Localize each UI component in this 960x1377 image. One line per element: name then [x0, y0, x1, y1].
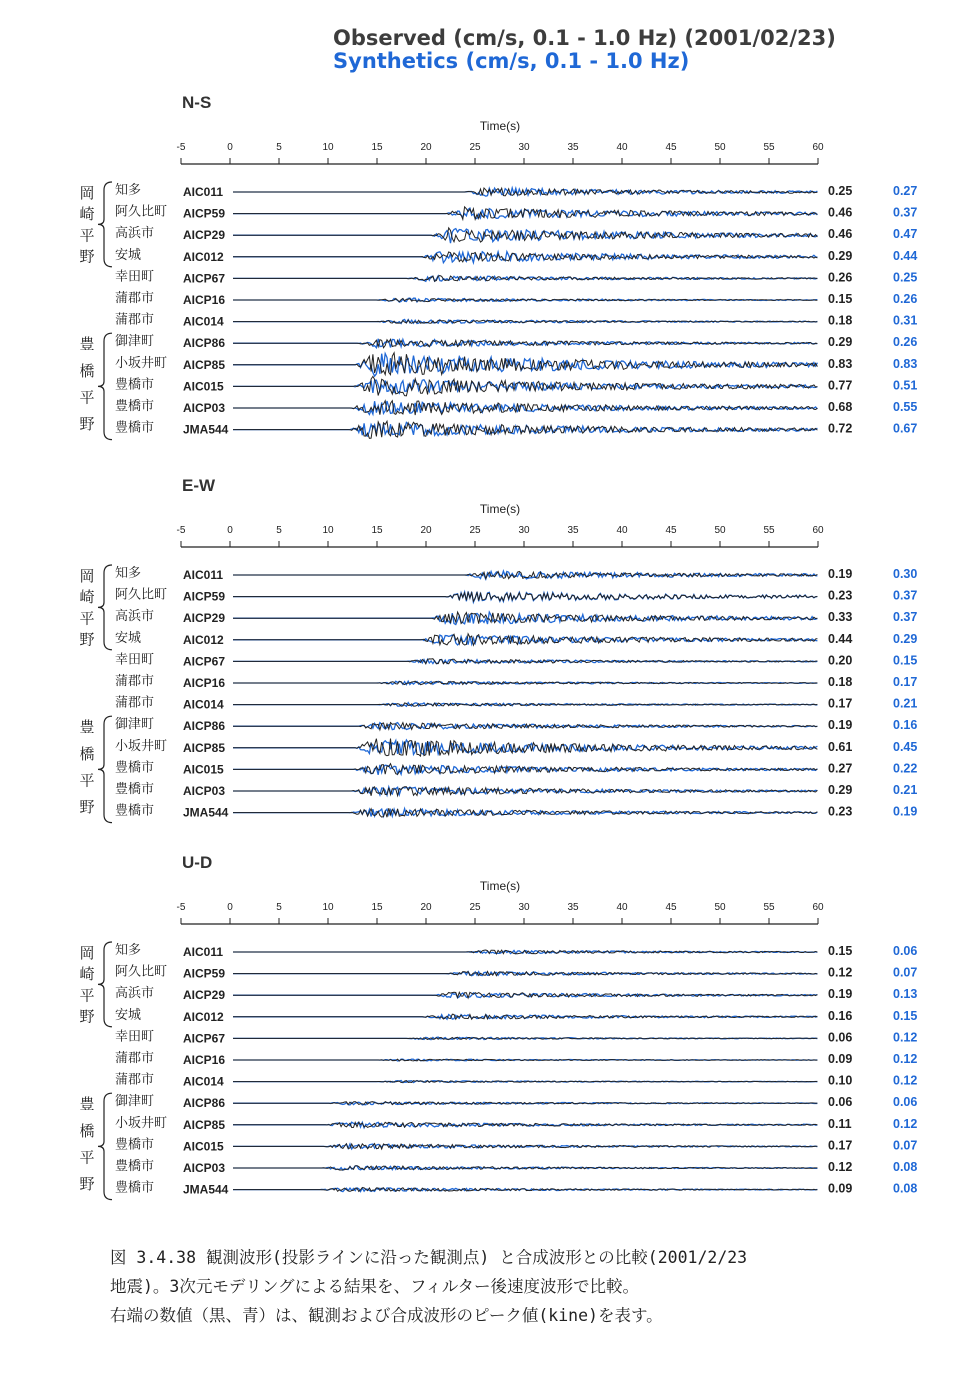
- peak-observed: 0.46: [828, 205, 853, 220]
- station-place: 安城: [115, 630, 142, 646]
- peak-synthetic: 0.08: [893, 1160, 918, 1174]
- peak-observed: 0.20: [828, 653, 853, 668]
- peak-synthetic: 0.51: [893, 378, 918, 393]
- station-code: AICP16: [183, 676, 226, 690]
- peak-observed: 0.61: [828, 739, 853, 754]
- peak-observed: 0.33: [828, 610, 853, 625]
- station-code: AIC014: [183, 697, 224, 712]
- peak-synthetic: 0.37: [893, 205, 918, 220]
- station-place: 豊橋市: [115, 1159, 155, 1174]
- station-place: 豊橋市: [115, 377, 155, 393]
- tick-label: 45: [665, 902, 677, 913]
- toyohashi-label-char: 豊: [79, 1095, 95, 1114]
- tick-label: 55: [763, 902, 775, 913]
- tick-label: 15: [371, 525, 383, 536]
- peak-synthetic: 0.44: [893, 248, 918, 263]
- okazaki-label-char: 岡: [79, 184, 95, 202]
- station-code: JMA544: [183, 1182, 229, 1197]
- station-code: AIC015: [183, 762, 224, 777]
- peak-observed: 0.06: [828, 1030, 853, 1045]
- observed-title: Observed (cm/s, 0.1 - 1.0 Hz) (2001/02/23): [333, 26, 836, 50]
- station-code: AICP29: [183, 988, 226, 1003]
- peak-synthetic: 0.67: [893, 421, 918, 436]
- tick-label: 35: [567, 902, 579, 913]
- station-code: JMA544: [183, 805, 229, 820]
- tick-label: 20: [420, 525, 432, 536]
- panel-title-0: N-S: [182, 93, 212, 112]
- station-code: AICP67: [183, 654, 226, 669]
- station-place: 蒲郡市: [115, 291, 155, 306]
- tick-label: 25: [469, 902, 481, 913]
- synthetics-title: Synthetics (cm/s, 0.1 - 1.0 Hz): [333, 49, 690, 73]
- toyohashi-label-char: 橋: [79, 361, 95, 380]
- station-code: AICP03: [183, 1161, 226, 1175]
- axis-label-time-1: Time(s): [479, 502, 521, 516]
- peak-observed: 0.17: [828, 696, 853, 711]
- tick-label: 15: [371, 902, 383, 913]
- peak-synthetic: 0.17: [893, 675, 918, 689]
- station-place: 高浜市: [115, 986, 155, 1002]
- figure-caption: [110, 1243, 890, 1330]
- peak-synthetic: 0.13: [893, 987, 918, 1002]
- peak-synthetic: 0.07: [893, 965, 918, 980]
- toyohashi-label-char: 豊: [79, 718, 95, 737]
- observed-waveform: [233, 593, 817, 602]
- peak-synthetic: 0.15: [893, 653, 918, 668]
- station-code: AICP16: [183, 1053, 226, 1067]
- peak-observed: 0.19: [828, 987, 853, 1002]
- peak-synthetic: 0.15: [893, 1008, 918, 1023]
- tick-label: 5: [276, 142, 282, 153]
- okazaki-label-char: 野: [79, 630, 95, 649]
- station-code: AICP67: [183, 271, 226, 286]
- station-code: AICP59: [183, 966, 226, 981]
- panel-title-2: U-D: [182, 853, 213, 872]
- tick-label: -5: [176, 902, 186, 913]
- station-code: AIC012: [183, 632, 224, 647]
- observed-waveform: [233, 252, 817, 262]
- okazaki-bracket: [98, 182, 112, 267]
- peak-synthetic: 0.29: [893, 631, 918, 646]
- observed-waveform: [233, 276, 817, 282]
- station-place: 御津町: [115, 717, 155, 733]
- peak-synthetic: 0.21: [893, 696, 918, 711]
- station-code: AICP85: [183, 1117, 226, 1132]
- toyohashi-bracket: [98, 333, 112, 439]
- tick-label: 25: [469, 142, 481, 153]
- station-code: AIC014: [183, 314, 224, 329]
- tick-label: 45: [665, 142, 677, 153]
- toyohashi-label-char: 平: [79, 771, 95, 790]
- station-code: AICP85: [183, 357, 226, 372]
- peak-observed: 0.68: [828, 400, 853, 414]
- peak-synthetic: 0.12: [893, 1073, 918, 1088]
- station-code: AICP86: [183, 336, 226, 351]
- station-place: 蒲郡市: [115, 1072, 155, 1088]
- station-place: 豊橋市: [115, 803, 155, 819]
- observed-waveform: [233, 339, 817, 347]
- tick-label: 40: [616, 142, 628, 153]
- observed-waveform: [233, 764, 817, 775]
- station-place: 蒲郡市: [115, 695, 155, 711]
- station-place: 幸田町: [115, 269, 155, 285]
- station-place: 蒲郡市: [115, 674, 155, 689]
- station-code: AICP86: [183, 719, 226, 734]
- observed-waveform: [233, 950, 817, 954]
- peak-observed: 0.27: [828, 761, 853, 776]
- tick-label: 0: [227, 525, 233, 536]
- toyohashi-label-char: 平: [79, 388, 95, 407]
- observed-waveform: [233, 571, 817, 578]
- station-code: AICP59: [183, 206, 226, 221]
- station-place: 阿久比町: [115, 964, 168, 980]
- station-code: AIC015: [183, 379, 224, 394]
- caption-line-2: 地震)。3次元モデリングによる結果を、フィルター後速度波形で比較。: [110, 1277, 640, 1296]
- peak-synthetic: 0.37: [893, 610, 918, 625]
- tick-label: 50: [714, 902, 726, 913]
- station-code: AIC011: [183, 945, 224, 959]
- tick-label: 60: [812, 525, 824, 536]
- station-code: AICP67: [183, 1031, 226, 1046]
- tick-label: 15: [371, 142, 383, 153]
- toyohashi-label-char: 野: [79, 798, 95, 816]
- station-place: 知多: [115, 943, 142, 958]
- peak-observed: 0.10: [828, 1073, 853, 1088]
- peak-observed: 0.18: [828, 675, 853, 689]
- tick-label: 55: [763, 142, 775, 153]
- toyohashi-label-char: 豊: [79, 335, 95, 354]
- tick-label: 5: [276, 525, 282, 536]
- station-code: AIC014: [183, 1074, 224, 1089]
- peak-observed: 0.15: [828, 944, 853, 958]
- okazaki-label-char: 崎: [79, 205, 95, 224]
- station-code: AICP29: [183, 228, 226, 243]
- axis-label-time-0: Time(s): [479, 119, 521, 133]
- okazaki-label-char: 平: [79, 609, 95, 628]
- peak-observed: 0.18: [828, 313, 853, 328]
- station-place: 蒲郡市: [115, 1051, 155, 1066]
- station-code: AICP59: [183, 589, 226, 604]
- station-place: 高浜市: [115, 609, 155, 625]
- station-place: 小坂井町: [115, 1115, 168, 1131]
- peak-synthetic: 0.22: [893, 761, 918, 776]
- tick-label: 40: [616, 525, 628, 536]
- station-code: AIC015: [183, 1139, 224, 1154]
- observed-waveform: [233, 739, 817, 757]
- tick-label: 35: [567, 142, 579, 153]
- peak-observed: 0.12: [828, 965, 853, 980]
- okazaki-label-char: 崎: [79, 588, 95, 607]
- peak-synthetic: 0.47: [893, 227, 918, 242]
- tick-label: 5: [276, 902, 282, 913]
- station-place: 阿久比町: [115, 587, 168, 603]
- tick-label: 30: [518, 525, 530, 536]
- peak-observed: 0.83: [828, 356, 853, 371]
- peak-synthetic: 0.25: [893, 270, 918, 285]
- peak-synthetic: 0.37: [893, 588, 918, 603]
- peak-observed: 0.29: [828, 783, 853, 797]
- station-place: 豊橋市: [115, 1137, 155, 1153]
- peak-synthetic: 0.07: [893, 1138, 918, 1153]
- peak-observed: 0.12: [828, 1160, 853, 1174]
- station-place: 幸田町: [115, 652, 155, 668]
- station-place: 幸田町: [115, 1029, 155, 1045]
- tick-label: 40: [616, 902, 628, 913]
- station-place: 小坂井町: [115, 355, 168, 371]
- tick-label: 10: [322, 902, 334, 913]
- station-place: 高浜市: [115, 226, 155, 242]
- station-place: 蒲郡市: [115, 312, 155, 328]
- peak-synthetic: 0.26: [893, 335, 918, 350]
- station-code: AICP03: [183, 401, 226, 415]
- observed-waveform: [233, 723, 817, 730]
- peak-observed: 0.77: [828, 378, 853, 393]
- station-place: 豊橋市: [115, 760, 155, 776]
- observed-waveform: [233, 1144, 817, 1149]
- caption-line-1: 図 3.4.38 観測波形(投影ラインに沿った観測点) と合成波形との比較(2001/2/23: [110, 1248, 748, 1267]
- toyohashi-label-char: 橋: [79, 1121, 95, 1140]
- peak-observed: 0.17: [828, 1138, 853, 1153]
- observed-waveform: [233, 320, 817, 323]
- station-place: 阿久比町: [115, 204, 168, 220]
- observed-waveform: [233, 1014, 817, 1019]
- station-place: 小坂井町: [115, 738, 168, 754]
- okazaki-label-char: 野: [79, 247, 95, 266]
- tick-label: 35: [567, 525, 579, 536]
- station-code: AIC011: [183, 568, 224, 582]
- axis-label-time-2: Time(s): [479, 879, 521, 893]
- okazaki-bracket: [98, 942, 112, 1027]
- tick-label: 50: [714, 525, 726, 536]
- toyohashi-label-char: 野: [79, 415, 95, 433]
- caption-line-3: 右端の数値（黒、青）は、観測および合成波形のピーク値(kine)を表す。: [110, 1306, 663, 1325]
- peak-synthetic: 0.55: [893, 400, 918, 414]
- station-code: AICP85: [183, 740, 226, 755]
- tick-label: 50: [714, 142, 726, 153]
- peak-observed: 0.11: [828, 1116, 852, 1131]
- station-place: 御津町: [115, 1094, 155, 1110]
- peak-synthetic: 0.83: [893, 356, 918, 371]
- tick-label: 0: [227, 902, 233, 913]
- peak-synthetic: 0.08: [893, 1181, 918, 1196]
- okazaki-label-char: 平: [79, 986, 95, 1005]
- observed-waveform: [233, 353, 817, 375]
- peak-observed: 0.23: [828, 588, 853, 603]
- peak-observed: 0.09: [828, 1181, 853, 1196]
- station-place: 豊橋市: [115, 399, 155, 414]
- peak-observed: 0.44: [828, 631, 853, 646]
- station-place: 知多: [115, 183, 142, 198]
- peak-observed: 0.06: [828, 1095, 853, 1110]
- station-place: 豊橋市: [115, 782, 155, 797]
- peak-synthetic: 0.12: [893, 1116, 918, 1131]
- peak-synthetic: 0.06: [893, 1095, 918, 1110]
- peak-observed: 0.25: [828, 184, 853, 198]
- station-place: 安城: [115, 1007, 142, 1023]
- peak-observed: 0.29: [828, 248, 853, 263]
- okazaki-label-char: 岡: [79, 944, 95, 962]
- tick-label: 20: [420, 142, 432, 153]
- station-place: 豊橋市: [115, 1180, 155, 1196]
- tick-label: 45: [665, 525, 677, 536]
- peak-observed: 0.23: [828, 804, 853, 819]
- peak-synthetic: 0.21: [893, 783, 918, 797]
- toyohashi-label-char: 橋: [79, 744, 95, 763]
- peak-synthetic: 0.12: [893, 1052, 918, 1066]
- station-code: JMA544: [183, 422, 229, 437]
- observed-waveform: [233, 634, 817, 645]
- okazaki-bracket: [98, 565, 112, 650]
- station-code: AIC011: [183, 185, 224, 199]
- toyohashi-bracket: [98, 1093, 112, 1199]
- peak-synthetic: 0.16: [893, 718, 918, 733]
- station-place: 知多: [115, 566, 142, 581]
- tick-label: 10: [322, 142, 334, 153]
- tick-label: 10: [322, 525, 334, 536]
- okazaki-label-char: 岡: [79, 567, 95, 585]
- peak-synthetic: 0.27: [893, 184, 918, 198]
- tick-label: -5: [176, 525, 186, 536]
- peak-synthetic: 0.12: [893, 1030, 918, 1045]
- tick-label: -5: [176, 142, 186, 153]
- peak-synthetic: 0.26: [893, 292, 918, 306]
- station-code: AICP86: [183, 1096, 226, 1111]
- observed-waveform: [233, 207, 817, 219]
- toyohashi-label-char: 平: [79, 1148, 95, 1167]
- station-place: 安城: [115, 247, 142, 263]
- peak-observed: 0.19: [828, 567, 853, 581]
- toyohashi-bracket: [98, 716, 112, 822]
- tick-label: 55: [763, 525, 775, 536]
- peak-synthetic: 0.45: [893, 739, 918, 754]
- observed-waveform: [233, 1188, 817, 1192]
- station-code: AICP29: [183, 611, 226, 626]
- station-code: AIC012: [183, 1009, 224, 1024]
- okazaki-label-char: 崎: [79, 965, 95, 984]
- tick-label: 60: [812, 142, 824, 153]
- station-code: AICP16: [183, 293, 226, 307]
- station-code: AICP03: [183, 784, 226, 798]
- peak-observed: 0.72: [828, 421, 853, 436]
- peak-observed: 0.16: [828, 1008, 853, 1023]
- okazaki-label-char: 平: [79, 226, 95, 245]
- observed-waveform: [233, 1122, 817, 1127]
- station-place: 豊橋市: [115, 420, 155, 436]
- peak-synthetic: 0.06: [893, 944, 918, 958]
- peak-synthetic: 0.30: [893, 567, 918, 581]
- tick-label: 20: [420, 902, 432, 913]
- tick-label: 60: [812, 902, 824, 913]
- peak-observed: 0.29: [828, 335, 853, 350]
- tick-label: 25: [469, 525, 481, 536]
- peak-synthetic: 0.31: [893, 313, 918, 328]
- toyohashi-label-char: 野: [79, 1175, 95, 1193]
- okazaki-label-char: 野: [79, 1007, 95, 1026]
- peak-observed: 0.09: [828, 1052, 853, 1066]
- panel-title-1: E-W: [182, 476, 216, 495]
- synthetic-waveform: [233, 229, 817, 244]
- station-place: 御津町: [115, 334, 155, 350]
- peak-observed: 0.46: [828, 227, 853, 242]
- tick-label: 0: [227, 142, 233, 153]
- station-code: AIC012: [183, 249, 224, 264]
- peak-observed: 0.15: [828, 292, 853, 306]
- peak-synthetic: 0.19: [893, 804, 918, 819]
- tick-label: 30: [518, 142, 530, 153]
- peak-observed: 0.26: [828, 270, 853, 285]
- peak-observed: 0.19: [828, 718, 853, 733]
- tick-label: 30: [518, 902, 530, 913]
